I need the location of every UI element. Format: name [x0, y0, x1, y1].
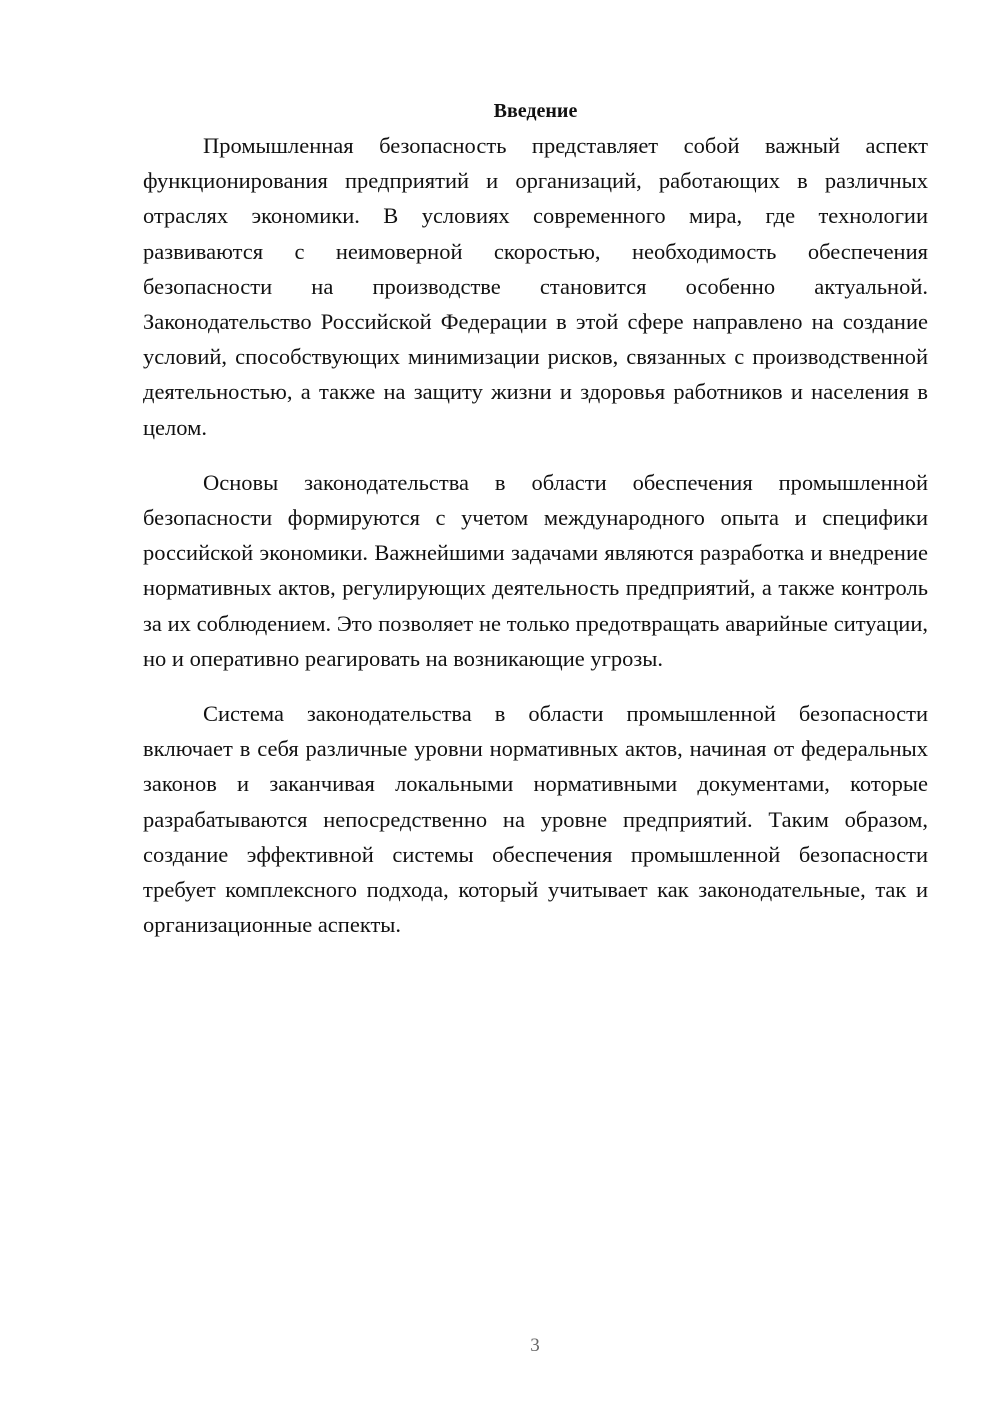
- section-title: Введение: [493, 100, 578, 122]
- page-number: 3: [530, 1335, 540, 1356]
- paragraph-1: Промышленная безопасность представляет собой важный аспект функционирования предприятий и организаций, работающих в различных отраслях экономики. В условиях современного мира, где технологии развиваются с неимоверной скоростью, необходимость обеспечения безопасности на производстве становится особенно актуальной. Законодательство Российской Федерации в этой сфере направлено на создание условий, способствующих минимизации рисков, связанных с производственной деятельностью, а также на защиту жизни и здоровья работников и населения в целом.: [143, 133, 928, 440]
- paragraph-3: Система законодательства в области промышленной безопасности включает в себя различные уровни нормативных актов, начиная от федеральных законов и заканчивая локальными нормативными документами, которые разрабатываются непосредственно на уровне предприятий. Таким образом, создание эффективной системы обеспечения промышленной безопасности требует комплексного подхода, который учитывает как законодательные, так и организационные аспекты.: [143, 701, 928, 938]
- paragraph-2: Основы законодательства в области обеспечения промышленной безопасности формируются с учетом международного опыта и специфики российской экономики. Важнейшими задачами являются разработка и внедрение нормативных актов, регулирующих деятельность предприятий, а также контроль за их соблюдением. Это позволяет не только предотвращать аварийные ситуации, но и оперативно реагировать на возникающие угрозы.: [143, 469, 928, 671]
- page-content: [143, 96, 928, 942]
